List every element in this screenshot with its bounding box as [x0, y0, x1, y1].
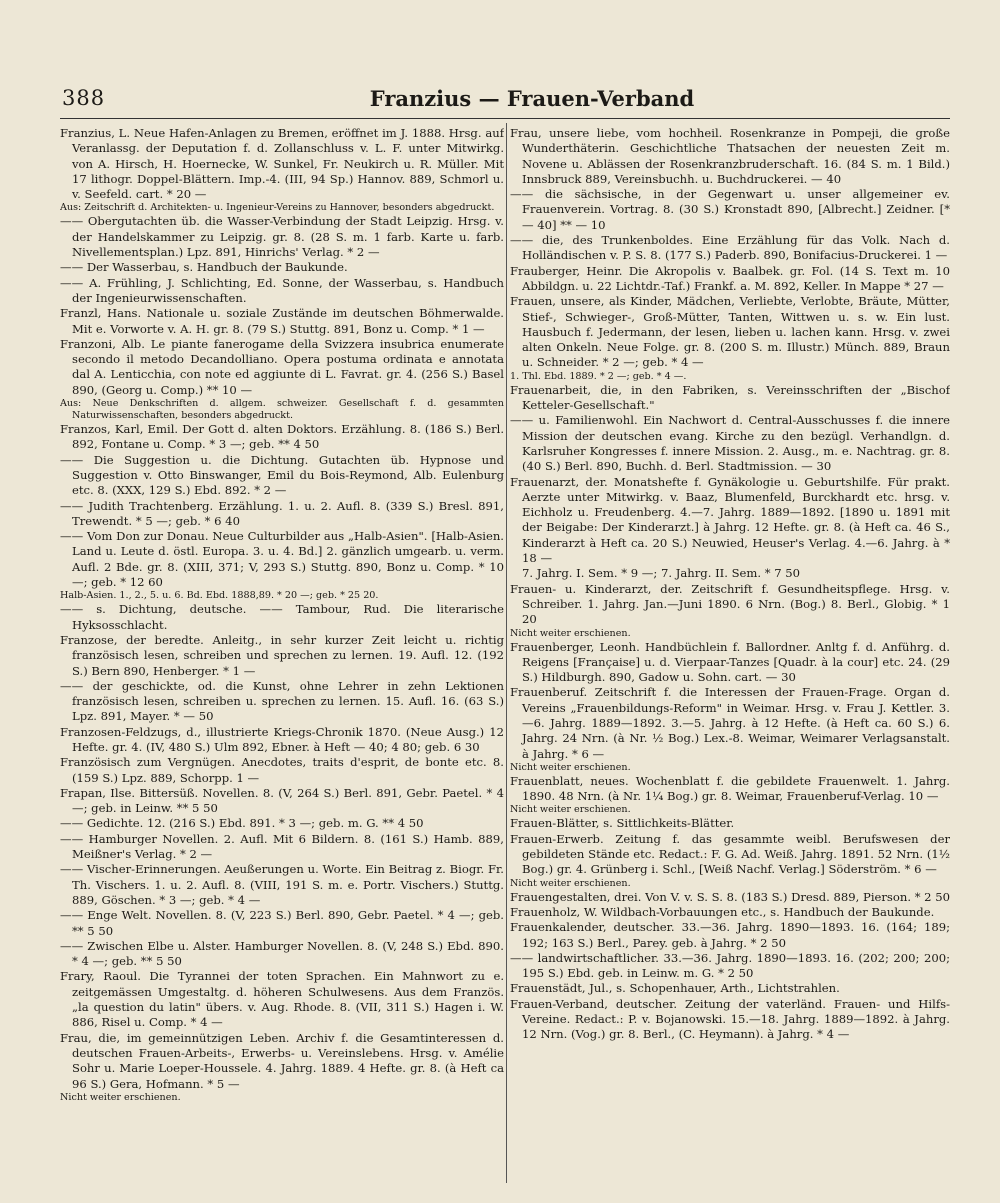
entry: Franzoni, Alb. Le piante fanerogame della Svizzera insubrica enumerate secondo il metodo Decandolliano. Opera postuma ordinata e annotata dal A. Lenticchia, con note ed aggiunte di L. Favrat. gr. 4. (256 S.) Basel 890, (Georg u. Comp.) ** 10 —	[60, 336, 504, 397]
entry: —— s. Dichtung, deutsche. —— Tambour, Rud. Die literarische Hyksosschlacht.	[60, 602, 504, 632]
entry: Frauenstädt, Jul., s. Schopenhauer, Arth., Lichtstrahlen.	[510, 981, 840, 996]
entry-note: Nicht weiter erschienen.	[510, 627, 631, 639]
entry: —— Der Wasserbau, s. Handbuch der Baukunde.	[60, 260, 348, 275]
entry: —— landwirtschaftlicher. 33.—36. Jahrg. 1890—1893. 16. (202; 200; 200; 195 S.) Ebd. geb. in Leinw. m. G. * 2 50	[510, 950, 950, 981]
entry: —— der geschickte, od. die Kunst, ohne Lehrer in zehn Lektionen französisch lesen, schreiben u. sprechen zu lernen. 15. Aufl. 16. (63 S.) Lpz. 891, Mayer. * — 50	[60, 678, 504, 724]
entry: Frauen- u. Kinderarzt, der. Zeitschrift f. Gesundheitspflege. Hrsg. v. Schreiber. 1. Jahrg. Jan.—Juni 1890. 6 Nrn. (Bog.) 8. Berl., Globig. * 1 20	[510, 581, 950, 627]
left-column	[60, 126, 504, 1186]
entry: Frauberger, Heinr. Die Akropolis v. Baalbek. gr. Fol. (14 S. Text m. 10 Abbildgn. u. 22 Lichtdr.-Taf.) Frankf. a. M. 892, Keller. In Mappe * 27 —	[510, 263, 950, 293]
entry-note: Nicht weiter erschienen.	[510, 877, 631, 889]
entry: Frauen, unsere, als Kinder, Mädchen, Verliebte, Verlobte, Bräute, Mütter, Stief-, Schwieger-, Groß-Mütter, Tanten, Wittwen u. s. w. Ein lust. Hausbuch f. Jedermann, der lesen, lieben u. lachen kann. Hrsg. v. zwei alten Onkeln. Neue Folge. gr. 8. (200 S. m. Illustr.) Münch. 889, Braun u. Schneider. * 2 —; geb. * 4 —	[510, 294, 950, 370]
entry: Frauenberuf. Zeitschrift f. die Interessen der Frauen-Frage. Organ d. Vereins „Frauenbildungs-Reform" in Weimar. Hrsg. v. Frau J. Kettler. 3.—6. Jahrg. 1889—1892. 3.—5. Jahrg. à 12 Hefte. (à Heft ca. 60 S.) 6. Jahrg. 24 Nrn. (à Nr. ½ Bog.) Lex.-8. Weimar, Weimarer Verlagsanstalt. à Jahrg. * 6 —	[510, 685, 950, 761]
entry: Frauenholz, W. Wildbach-Vorbauungen etc., s. Handbuch der Baukunde.	[510, 904, 935, 919]
entry: Frary, Raoul. Die Tyrannei der toten Sprachen. Ein Mahnwort zu e. zeitgemässen Umgestaltg. d. höheren Schulwesens. Aus dem Französ. „la question du latin" übers. v. Aug. Rhode. 8. (VII, 311 S.) Hagen i. W. 886, Risel u. Comp. * 4 —	[60, 969, 504, 1030]
entry: Franzl, Hans. Nationale u. soziale Zustände im deutschen Böhmerwalde. Mit e. Vorworte v. A. H. gr. 8. (79 S.) Stuttg. 891, Bonz u. Comp. * 1 —	[60, 306, 504, 336]
entry: Französisch zum Vergnügen. Anecdotes, traits d'esprit, de bonte etc. 8. (159 S.) Lpz. 889, Schorpp. 1 —	[60, 755, 504, 785]
entry-note: Nicht weiter erschienen.	[510, 804, 631, 816]
column-separator	[506, 123, 507, 1183]
entry: —— Gedichte. 12. (216 S.) Ebd. 891. * 3 —; geb. m. G. ** 4 50	[60, 816, 424, 831]
entry: Frauenberger, Leonh. Handbüchlein f. Ballordner. Anltg f. d. Anführg. d. Reigens [Française] u. d. Vierpaar-Tanzes [Quadr. à la cour] etc. 24. (29 S.) Hildburgh. 890, Gadow u. Sohn. cart. — 30	[510, 639, 950, 685]
entry: —— Obergutachten üb. die Wasser-Verbindung der Stadt Leipzig. Hrsg. v. der Handelskammer zu Leipzig. gr. 8. (28 S. m. 1 farb. Karte u. farb. Nivellementsplan.) Lpz. 891, Hinrichs' Verlag. * 2 —	[60, 214, 504, 260]
entry-note: Halb-Asien. 1., 2., 5. u. 6. Bd. Ebd. 1888,89. * 20 —; geb. * 25 20.	[60, 590, 379, 602]
page-header	[62, 86, 950, 120]
entry: Frauenarbeit, die, in den Fabriken, s. Vereinsschriften der „Bischof Ketteler-Gesellschaft."	[510, 382, 950, 413]
entry: —— Vischer-Erinnerungen. Aeußerungen u. Worte. Ein Beitrag z. Biogr. Fr. Th. Vischers. 1. u. 2. Aufl. 8. (VIII, 191 S. m. e. Portr. Vischers.) Stuttg. 889, Göschen. * 3 —; geb. * 4 —	[60, 862, 504, 907]
entry: —— u. Familienwohl. Ein Nachwort d. Central-Ausschusses f. die innere Mission der deutschen evang. Kirche zu den bezügl. Verhandlgn. d. Karlsruher Kongresses f. innere Mission. 2. Ausg., m. e. Nachtrag. gr. 8. (40 S.) Berl. 890, Buchh. d. Berl. Stadtmission. — 30	[510, 413, 950, 474]
entry-note: 1. Thl. Ebd. 1889. * 2 —; geb. * 4 —.	[510, 370, 687, 382]
right-column	[510, 126, 950, 1186]
entry: Frau, die, im gemeinnützigen Leben. Archiv f. die Gesamtinteressen d. deutschen Frauen-Arbeits-, Erwerbs- u. Vereinslebens. Hrsg. v. Amélie Sohr u. Marie Loeper-Houssele. 4. Jahrg. 1889. 4 Hefte. gr. 8. (à Heft ca 96 S.) Gera, Hofmann. * 5 —	[60, 1030, 504, 1091]
entry: —— Zwischen Elbe u. Alster. Hamburger Novellen. 8. (V, 248 S.) Ebd. 890. * 4 —; geb. ** 5 50	[60, 938, 504, 969]
entry: Frauen-Blätter, s. Sittlichkeits-Blätter.	[510, 816, 735, 831]
entry: Frau, unsere liebe, vom hochheil. Rosenkranze in Pompeji, die große Wunderthäterin. Geschichtliche Thatsachen der neuesten Zeit m. Novene u. Ablässen der Rosenkranzbruderschaft. 16. (84 S. m. 1 Bild.) Innsbruck 889, Vereinsbuchh. u. Buchdruckerei. — 40	[510, 126, 950, 186]
running-head: Franzius — Frauen-Verband	[369, 86, 695, 111]
page-number: 388	[62, 86, 106, 110]
entry: 7. Jahrg. I. Sem. * 9 —; 7. Jahrg. II. Sem. * 7 50	[522, 566, 801, 581]
entry-note: Nicht weiter erschienen.	[60, 1091, 181, 1103]
entry: —— Judith Trachtenberg. Erzählung. 1. u. 2. Aufl. 8. (339 S.) Bresl. 891, Trewendt. * 5 —; geb. * 6 40	[60, 498, 504, 528]
entry: Frauengestalten, drei. Von V. v. S. S. 8. (183 S.) Dresd. 889, Pierson. * 2 50	[510, 889, 950, 904]
entry: —— Vom Don zur Donau. Neue Culturbilder aus „Halb-Asien". [Halb-Asien. Land u. Leute d. östl. Europa. 3. u. 4. Bd.] 2. gänzlich umgearb. u. verm. Aufl. 2 Bde. gr. 8. (XIII, 371; V, 293 S.) Stuttg. 890, Bonz u. Comp. * 10 —; geb. * 12 60	[60, 529, 504, 590]
entry: Frauenkalender, deutscher. 33.—36. Jahrg. 1890—1893. 16. (164; 189; 192; 163 S.) Berl., Parey. geb. à Jahrg. * 2 50	[510, 920, 950, 950]
entry: Franzos, Karl, Emil. Der Gott d. alten Doktors. Erzählung. 8. (186 S.) Berl. 892, Fontane u. Comp. * 3 —; geb. ** 4 50	[60, 422, 504, 452]
entry-note: Aus: Neue Denkschriften d. allgem. schweizer. Gesellschaft f. d. gesammten Naturwissenschaften, besonders abgedruckt.	[60, 398, 504, 422]
entry: Franzius, L. Neue Hafen-Anlagen zu Bremen, eröffnet im J. 1888. Hrsg. auf Veranlassg. der Deputation f. d. Zollanschluss v. L. F. unter Mitwirkg. von A. Hirsch, H. Hoernecke, W. Sunkel, Fr. Neukirch u. R. Müller. Mit 17 lithogr. Doppel-Blättern. Imp.-4. (III, 94 Sp.) Hannov. 889, Schmorl u. v. Seefeld. cart. * 20 —	[60, 126, 504, 202]
entry: Frauenarzt, der. Monatshefte f. Gynäkologie u. Geburtshilfe. Für prakt. Aerzte unter Mitwirkg. v. Baaz, Blumenfeld, Burckhardt etc. hrsg. v. Eichholz u. Freudenberg. 4.—7. Jahrg. 1889—1892. [1890 u. 1891 mit der Beigabe: Der Kinderarzt.] à Jahrg. 12 Hefte. gr. 8. (à Heft ca. 46 S., Kinderarzt à Heft ca. 20 S.) Neuwied, Heuser's Verlag. 4.—6. Jahrg. à * 18 —	[510, 474, 950, 566]
entry: —— Die Suggestion u. die Dichtung. Gutachten üb. Hypnose und Suggestion v. Otto Binswanger, Emil du Bois-Reymond, Alb. Eulenburg etc. 8. (XXX, 129 S.) Ebd. 892. * 2 —	[60, 452, 504, 498]
entry: Frauenblatt, neues. Wochenblatt f. die gebildete Frauenwelt. 1. Jahrg. 1890. 48 Nrn. (à Nr. 1¼ Bog.) gr. 8. Weimar, Frauenberuf-Verlag. 10 —	[510, 773, 950, 804]
entry: —— die sächsische, in der Gegenwart u. unser allgemeiner ev. Frauenverein. Vortrag. 8. (30 S.) Kronstadt 890, [Albrecht.] Zeidner. [* — 40] ** — 10	[510, 187, 950, 232]
entry: —— Enge Welt. Novellen. 8. (V, 223 S.) Berl. 890, Gebr. Paetel. * 4 —; geb. ** 5 50	[60, 908, 504, 938]
entry: Frauen-Verband, deutscher. Zeitung der vaterländ. Frauen- und Hilfs-Vereine. Redact.: P. v. Bojanowski. 15.—18. Jahrg. 1889—1892. à Jahrg. 12 Nrn. (Vog.) gr. 8. Berl., (C. Heymann). à Jahrg. * 4 —	[510, 996, 950, 1042]
entry: Frauen-Erwerb. Zeitung f. das gesammte weibl. Berufswesen der gebildeten Stände etc. Redact.: F. G. Ad. Weiß. Jahrg. 1891. 52 Nrn. (1½ Bog.) gr. 4. Grünberg i. Schl., [Weiß Nachf. Verlag.] Söderström. * 6 —	[510, 831, 950, 877]
entry: Franzose, der beredte. Anleitg., in sehr kurzer Zeit leicht u. richtig französisch lesen, schreiben und sprechen zu lernen. 19. Aufl. 12. (192 S.) Bern 890, Henberger. * 1 —	[60, 632, 504, 678]
header-rule	[60, 118, 950, 119]
entry: Franzosen-Feldzugs, d., illustrierte Kriegs-Chronik 1870. (Neue Ausg.) 12 Hefte. gr. 4. (IV, 480 S.) Ulm 892, Ebner. à Heft — 40; 4 80; geb. 6 30	[60, 724, 504, 754]
entry: Frapan, Ilse. Bittersüß. Novellen. 8. (V, 264 S.) Berl. 891, Gebr. Paetel. * 4 —; geb. in Leinw. ** 5 50	[60, 785, 504, 816]
entry-note: Nicht weiter erschienen.	[510, 761, 631, 773]
entry: —— A. Frühling, J. Schlichting, Ed. Sonne, der Wasserbau, s. Handbuch der Ingenieurwissenschaften.	[60, 275, 504, 305]
entry: —— Hamburger Novellen. 2. Aufl. Mit 6 Bildern. 8. (161 S.) Hamb. 889, Meißner's Verlag. * 2 —	[60, 831, 504, 862]
entry: —— die, des Trunkenboldes. Eine Erzählung für das Volk. Nach d. Holländischen v. P. S. 8. (177 S.) Paderb. 890, Bonifacius-Druckerei. 1 —	[510, 233, 950, 263]
entry-note: Aus: Zeitschrift d. Architekten- u. Ingenieur-Vereins zu Hannover, besonders abgedruckt.	[60, 202, 495, 214]
